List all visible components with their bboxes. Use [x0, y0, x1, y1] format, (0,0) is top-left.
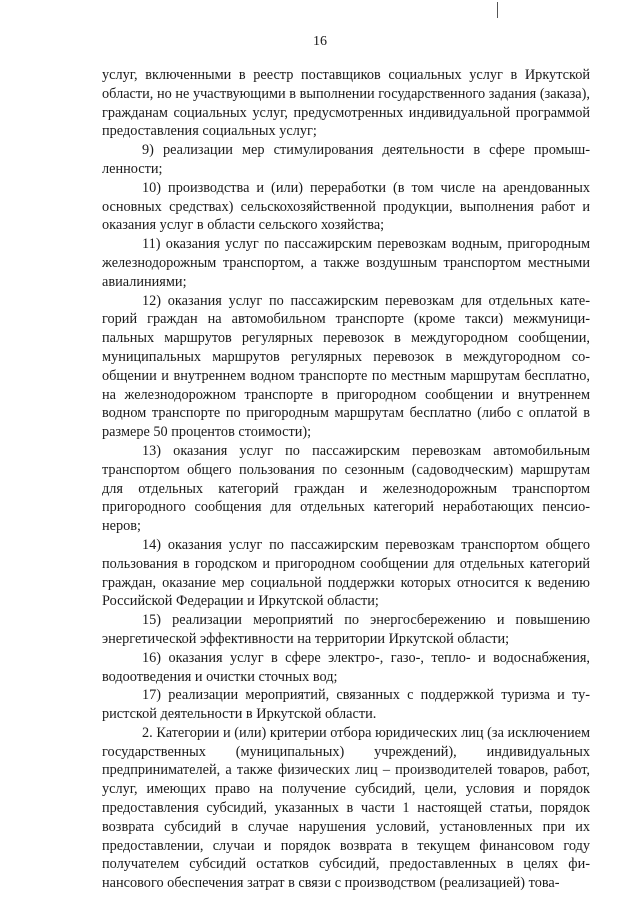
list-item-14: 14) оказания услуг по пассажирским перевозкам транспортом общего пользования в городском и пригородном сообщении для отдельных категорий граждан, оказание мер социальной поддержки которых относится к ведению Российской Федерации и Иркутской области;: [102, 536, 590, 610]
list-item-11: 11) оказания услуг по пассажирским перевозкам водным, пригородным железнодорожным транспортом, а также воздушным транспортом местными авиалиниями;: [102, 236, 590, 290]
list-item-13: 13) оказания услуг по пассажирским перевозкам автомобильным транспортом общего пользования по сезонным (садоводческим) маршрутам для отдельных категорий граждан и железнодорожным транспортом пригородного сообщения для отдельных категорий неработающих пенсионеров;: [102, 442, 590, 535]
list-item-15: 15) реализации мероприятий по энергосбережению и повышению энергетической эффективности на территории Иркутской области;: [102, 612, 590, 647]
paragraph-continuation: услуг, включенными в реестр поставщиков социальных услуг в Иркутской области, но не участвующими в выполнении государственного задания (заказа), гражданам социальных услуг, предусмотренных индивидуальной программой предоставления социальных услуг;: [102, 67, 590, 140]
page-number: 16: [313, 34, 327, 49]
list-item-9: 9) реализации мер стимулирования деятельности в сфере промышленности;: [102, 142, 590, 177]
list-item-16: 16) оказания услуг в сфере электро-, газо-, тепло- и водоснабжения, водоотведения и очистки сточных вод;: [102, 649, 590, 685]
section-2-paragraph: 2. Категории и (или) критерии отбора юридических лиц (за исключением государственных (муниципальных) учреждений), индивидуальных предпринимателей, а также физических лиц – производителей товаров, работ, услуг, имеющих право на получение субсидий, цели, условия и порядок предоставления субсидий, указанных в части 1 настоящей статьи, порядок возврата субсидий в случае нарушения условий, установленных при их предоставлении, случаи и порядок возврата в текущем финансовом году получателем субсидий остатков субсидий, предоставленных в целях финансового обеспечения затрат в связи с производством (реализацией) това-: [102, 724, 590, 892]
document-body: [102, 66, 590, 893]
list-item-10: 10) производства и (или) переработки (в том числе на арендованных основных средствах) сельскохозяйственной продукции, выполнения работ и оказания услуг в области сельского хозяйства;: [102, 179, 590, 234]
list-item-17: 17) реализации мероприятий, связанных с поддержкой туризма и туристской деятельности в Иркутской области.: [102, 687, 590, 723]
scan-mark: [497, 2, 498, 18]
list-item-12: 12) оказания услуг по пассажирским перевозкам для отдельных категорий граждан на автомобильном транспорте (кроме такси) межмуниципальных маршрутов регулярных перевозок в междугородном сообщении, муниципальных маршрутов регулярных перевозок в междугородном сообщении и внутреннем водном транспорте по местным маршрутам бесплатно, на железнодорожном транспорте в пригородном сообщении и внутреннем водном транспорте по пригородным маршрутам бесплатно (либо с оплатой в размере 50 процентов стоимости);: [102, 292, 590, 441]
